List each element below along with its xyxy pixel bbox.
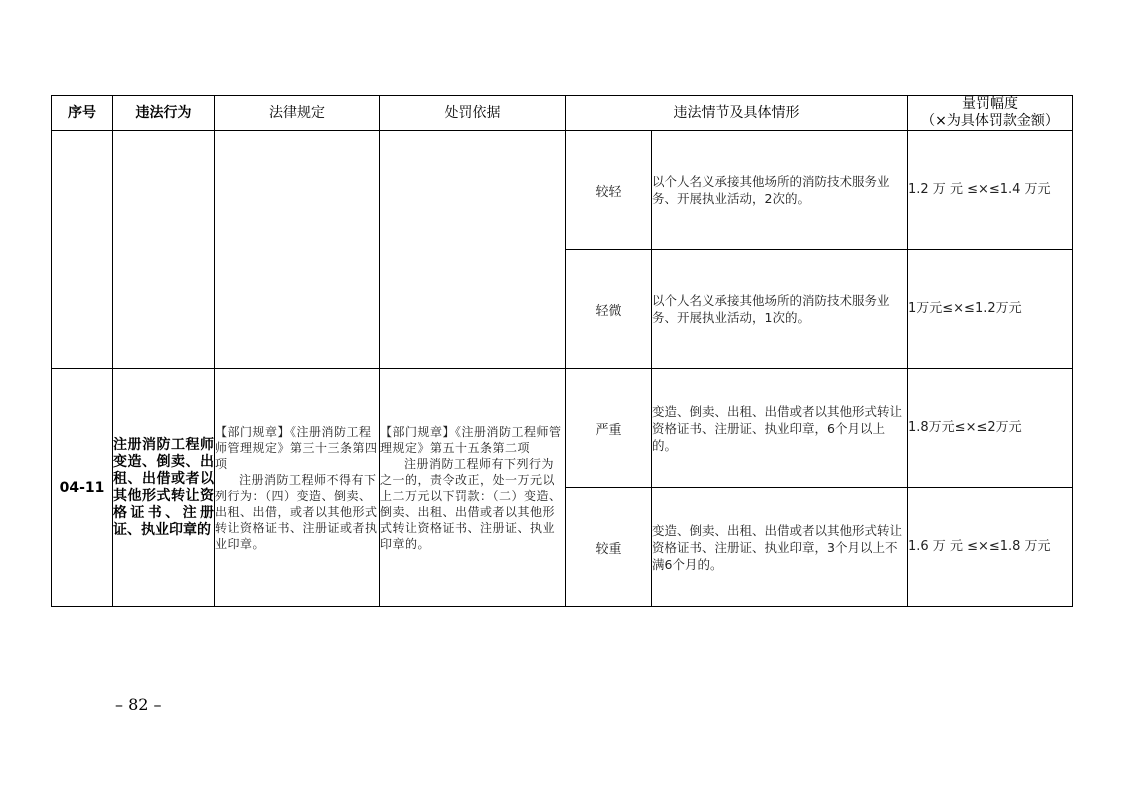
header-law: 法律规定 [215,96,380,131]
item-basis [380,369,566,607]
empty-cell [215,131,380,369]
empty-cell [113,131,215,369]
header-circumstance: 违法情节及具体情形 [566,96,908,131]
item-act: 注册消防工程师变造、倒卖、出租、出借或者以其他形式转让资格证书、注册证、执业印章的 [113,369,215,607]
page-number: – 82 – [115,695,162,714]
level-cell: 较重 [566,488,652,607]
range-cell: 1万元≤×≤1.2万元 [908,250,1073,369]
table-row [52,131,1073,250]
level-cell: 严重 [566,369,652,488]
header-range-line1: 量罚幅度 [962,96,1018,112]
header-no: 序号 [52,96,113,131]
level-cell: 轻微 [566,250,652,369]
law-body: 注册消防工程师不得有下列行为：（四）变造、倒卖、出租、出借，或者以其他形式转让资格证书、注册证或者执业印章。 [215,472,378,551]
table-header-row [52,96,1073,131]
header-basis: 处罚依据 [380,96,566,131]
header-range [908,96,1073,131]
empty-cell [52,131,113,369]
desc-cell: 变造、倒卖、出租、出借或者以其他形式转让资格证书、注册证、执业印章，6个月以上的。 [652,369,908,488]
empty-cell [380,131,566,369]
range-cell: 1.8万元≤×≤2万元 [908,369,1073,488]
header-range-line2: （×为具体罚款金额） [921,113,1059,129]
level-cell: 较轻 [566,131,652,250]
basis-head: 【部门规章】《注册消防工程师管理规定》第五十五条第二项 [380,424,562,455]
desc-cell: 变造、倒卖、出租、出借或者以其他形式转让资格证书、注册证、执业印章，3个月以上不满6个月的。 [652,488,908,607]
penalty-table [51,95,1073,607]
item-law [215,369,380,607]
item-no: 04-11 [52,369,113,607]
header-act: 违法行为 [113,96,215,131]
range-cell: 1.6 万 元 ≤×≤1.8 万元 [908,488,1073,607]
desc-cell: 以个人名义承接其他场所的消防技术服务业务、开展执业活动，1次的。 [652,250,908,369]
table-row [52,369,1073,488]
desc-cell: 以个人名义承接其他场所的消防技术服务业务、开展执业活动，2次的。 [652,131,908,250]
law-head: 【部门规章】《注册消防工程师管理规定》第三十三条第四项 [215,424,378,471]
basis-body: 注册消防工程师有下列行为之一的，责令改正，处一万元以上二万元以下罚款：（二）变造、倒卖、出租、出借或者以其他形式转让资格证书、注册证、执业印章的。 [380,456,562,551]
range-cell: 1.2 万 元 ≤×≤1.4 万元 [908,131,1073,250]
